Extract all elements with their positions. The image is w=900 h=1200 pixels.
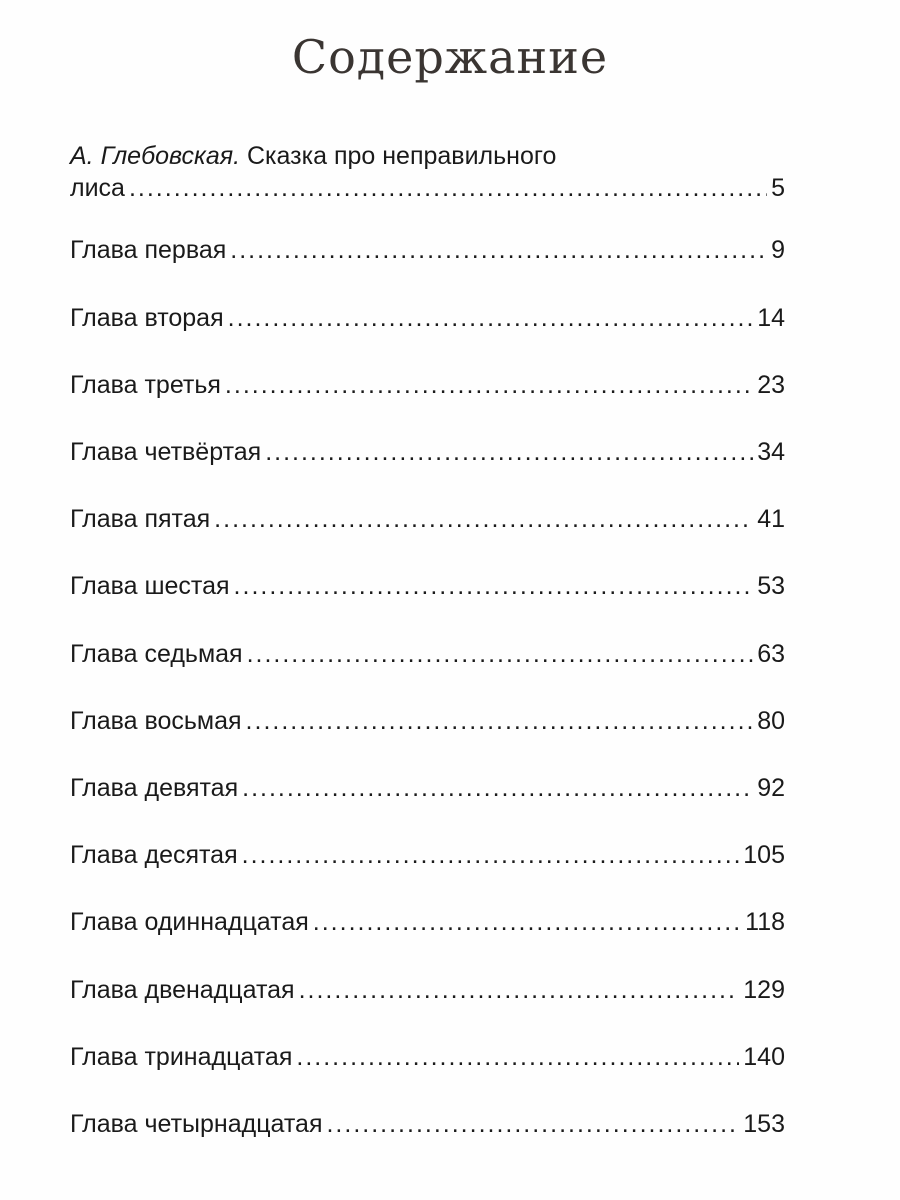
toc-entry	[70, 503, 785, 535]
chapter-label: Глава тринадцатая	[70, 1043, 293, 1071]
chapter-label: Глава вторая	[70, 304, 224, 332]
leader-dots	[242, 839, 740, 871]
leader-dots	[299, 974, 740, 1006]
chapter-label: Глава двенадцатая	[70, 976, 295, 1004]
page-number: 153	[743, 1110, 785, 1138]
leader-dots	[228, 302, 754, 334]
chapter-label: Глава шестая	[70, 572, 230, 600]
toc-entry-first-line	[70, 140, 556, 172]
leader-dots	[214, 503, 753, 535]
chapter-label: Глава третья	[70, 371, 221, 399]
leader-dots	[296, 1041, 739, 1073]
leader-dots	[247, 638, 754, 670]
toc-entry	[70, 234, 785, 266]
toc-entry	[70, 436, 785, 468]
chapter-label: Глава восьмая	[70, 707, 242, 735]
page-number: 92	[757, 774, 785, 802]
toc-entry	[70, 638, 785, 670]
leader-dots	[265, 436, 753, 468]
chapter-label: Глава седьмая	[70, 640, 243, 668]
leader-dots	[230, 234, 767, 266]
toc-entry	[70, 974, 785, 1006]
toc-entry	[70, 1041, 785, 1073]
entry-title-line1: Сказка про неправильного	[247, 142, 557, 170]
chapter-label: Глава первая	[70, 236, 227, 264]
leader-dots	[242, 772, 753, 804]
page-number: 118	[745, 908, 785, 936]
toc-entry-first	[70, 172, 785, 204]
leader-dots	[225, 369, 753, 401]
page-number: 80	[757, 707, 785, 735]
page-number: 105	[743, 841, 785, 869]
page-number: 129	[743, 976, 785, 1004]
toc-entry	[70, 1108, 785, 1140]
chapter-label: Глава десятая	[70, 841, 238, 869]
chapter-label: Глава пятая	[70, 505, 211, 533]
leader-dots	[234, 570, 754, 602]
leader-dots	[246, 705, 754, 737]
page-number: 5	[771, 174, 785, 202]
page-title: Содержание	[291, 30, 609, 84]
page-number: 41	[757, 505, 785, 533]
chapter-label: Глава девятая	[70, 774, 239, 802]
chapter-label: Глава четвёртая	[70, 438, 262, 466]
toc-entry	[70, 906, 785, 938]
leader-dots	[326, 1108, 739, 1140]
page-number: 9	[771, 236, 785, 264]
toc-entry	[70, 369, 785, 401]
toc-entry	[70, 705, 785, 737]
page-number: 23	[757, 371, 785, 399]
page-number: 34	[757, 438, 785, 466]
leader-dots	[313, 906, 741, 938]
chapter-label: Глава четырнадцатая	[70, 1110, 323, 1138]
page-number: 53	[757, 572, 785, 600]
entry-title-line2: лиса	[70, 174, 125, 202]
page-number: 63	[757, 640, 785, 668]
toc-entry	[70, 772, 785, 804]
toc-entry	[70, 570, 785, 602]
page-number: 140	[743, 1043, 785, 1071]
chapter-label: Глава одиннадцатая	[70, 908, 309, 936]
toc-entry	[70, 302, 785, 334]
leader-dots	[129, 172, 767, 204]
page-number: 14	[757, 304, 785, 332]
toc-entry	[70, 839, 785, 871]
author-name: А. Глебовская.	[70, 142, 241, 170]
